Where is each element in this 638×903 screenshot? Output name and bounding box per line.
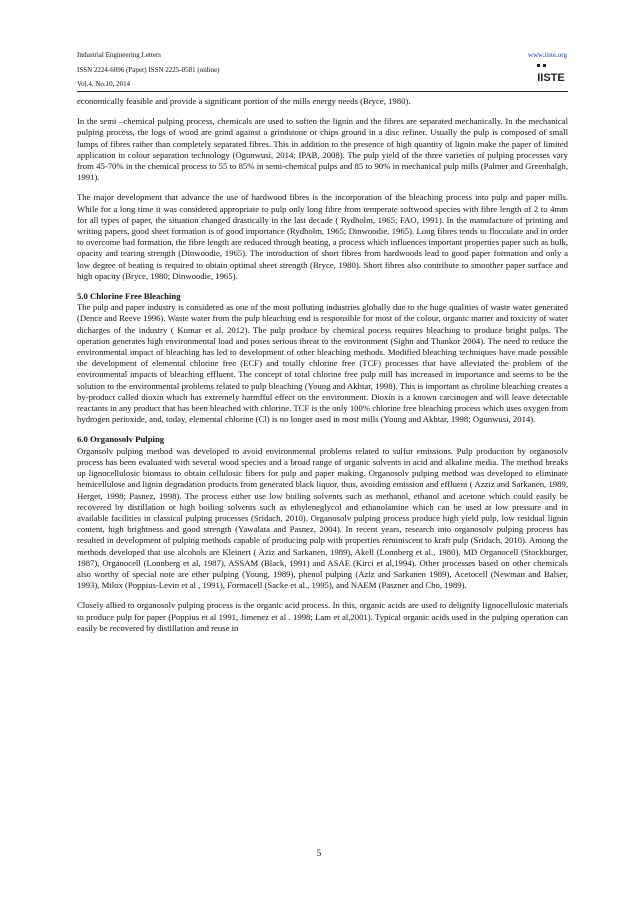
section-heading-chlorine-free: 5.0 Chlorine Free Bleaching — [77, 291, 181, 302]
journal-url-link[interactable]: www.iiste.org — [527, 51, 567, 59]
header-divider — [77, 91, 568, 92]
page-number: 5 — [316, 848, 322, 858]
journal-title: Industrial Engineering Letters — [77, 51, 161, 59]
paragraph-chlorine-free: The pulp and paper industry is considered as one of the most polluting industries globally due to the huge qualities of waste water generated (Dence and Reeve 1996). Waste water from the pulp bleaching end is responsible for most of the colour, organic matter and toxicity of water dicharges of the industry ( Kumar et al. 2012). The pulp produce by chemical pocess requires bleaching to produce bright pulps. The operation generates high environmental load and poses serious threat to the environment (Sighn and Thankor 2004). The need to reduce the environmental impact of bleaching has led to development of other bleaching methods. Modified bleaching techniques have made possible the development of elemental chlorine free (ECF) and totally chlorine free (TCF) processes that have alleviated the problem of the environmental impacts of bleaching effluent. The concept of total chlorine free pulp mill has increased in importance and seems to be the solution to the environmental problems related to pulp bleaching (Young and Akhtar, 1998). This is important as chroline bleaching creates a by-product called dioxin which has extremely harmfful effect on the environment. Dioxin is a known carcinogen and will leave detectable reactants in any product that has been bleached with chlorine. TCF is the only 100% chlorine free bleaching process which uses oxygen from hydrogen perioxide, and, today, elemental chlorine (Cl) is no longer used in most mills (Young and Akhtar, 1998; Ogunwusi, 2014). — [77, 302, 568, 425]
issn-line: ISSN 2224-6096 (Paper) ISSN 2225-0581 (online) — [77, 65, 220, 74]
article-body — [77, 96, 568, 643]
section-heading-organosolv: 6.0 Organosolv Pulping — [77, 434, 165, 445]
paragraph-semi-chemical: In the semi –chemical pulping process, chemicals are used to soften the lignin and the fibres are separated mechanically. In the mechanical pulping process, the logs of wood are grind against a grindstone or chips ground in a disc refiner. Usually the pulp is composed of small lumps of fibres rather than completely separated fibres. This in addition to the presence of high quantity of lignin make the paper of limited application in colour separation technology (Ogunwusi, 2014; IPAB, 2008). The pulp yield of the three varieties of pulping processes vary from 45-70% in the chemical process to 55 to 85% in semi-chemical pulps and 85 to 90% in mechanical pulp mills (Palmer and Greenhalgh, 1991). — [77, 116, 568, 183]
paragraph-continuation: economically feasible and provide a significant portion of the mills energy needs (Bryce, 1980). — [77, 96, 411, 106]
volume-line: Vol.4, No.10, 2014 — [77, 80, 131, 88]
paragraph-organic-acid: Closely allied to organosolv pulping process is the organic acid process. In this, organic acids are used to delignify lignocellulosic materials to produce pulp for paper (Poppius et al 1991, Jimenez et al . 1998; Lam et al,2001). Typical organic acids used in the pulping operation can easily be recovered by distillation and reuse in — [77, 600, 568, 633]
page-header — [77, 48, 567, 92]
logo-text: IISTE — [537, 72, 565, 84]
paragraph-hardwood-fibres: The major development that advance the use of hardwood fibres is the incorporation of the bleaching process into pulp and paper mills. While for a long time it was considered appropriate to pulp only long fibre from temperate softwood species with fibre length of 2 to 4mm for all types of paper, the situation changed drastically in the last decade ( Rydholm, 1965; FAO, 1991). In the manufacture of printing and writing papers, good sheet formation is of good importance (Rydholm, 1965; Dinwoodie, 1965). Long fibres tends to flocculate and in order to overcome bad formation, the fibre length are reduced through beating, a process which influences important properties paper such as bulk, opacity and tearing strength (Dinwoodie, 1965). The introduction of short fibres from hardwoods lead to good paper formation and only a low degree of beating is required to obtain optimal sheet strength (Bryce, 1980). Short fibres also contribute to smoother paper surface and high opacity (Bryce, 1980; Dinwoodie, 1965). — [77, 192, 568, 281]
iiste-logo-icon — [534, 64, 568, 84]
paragraph-organosolv: Organsolv pulping method was developed to avoid environmental problems related to sulfur emissions. Pulp production by organosolv process has been evaluated with several wood species and a broad range of organic solvents in acid and alkaline media. The method breaks up lignocellulosic biomass to obtain cellulosic fibers for pulp and paper making. Organosolv pulping method was developed to eliminate hemicellulose and lignin degradation products from generated black liquor, thus, avoiding emission and effluent ( Azziz and Sarkanen, 1989, Herget, 1998; Pasnez, 1998). The process either use low boiling solvents such as methanol, ethanol and acetone which could easily be recovered by distillation or high boiling solvents such as ethyleneglycol and ethanolamine which can be used at low pressure and in available facilities in classical pulping processes (Sridach, 2010). Organosolv pulping process produce high yield pulp, low residual lignin content, high brightness and good strength (Yawalata and Pasnez, 2004). In recent years, research into organosolv pulping process has resulted in development of pulping methods capable of producing pulp with properties reminiscent to kraft pulp (Sridach, 2010). Among the methods developed that use alcohols are Kleinert ( Aziz and Sarkanen, 1989), Akell (Lonnberg et al., 1980), MD Organocell (Stockburger, 1987), Organocell (Lonnberg et al, 1987), ASSAM (Black, 1991) and ASAE (Kirci et al,1994). Other processes based on other chemicals also worthy of special note are ether pulping (Young, 1989), phenol pulping (Aziz and Sarkanen 1989), Acetocell (Newman and Balser, 1993), Milox (Poppius-Levin et al , 1991), Formacell (Sacke et al., 1995), and NAEM (Paszner and Cho, 1989). — [77, 445, 568, 591]
